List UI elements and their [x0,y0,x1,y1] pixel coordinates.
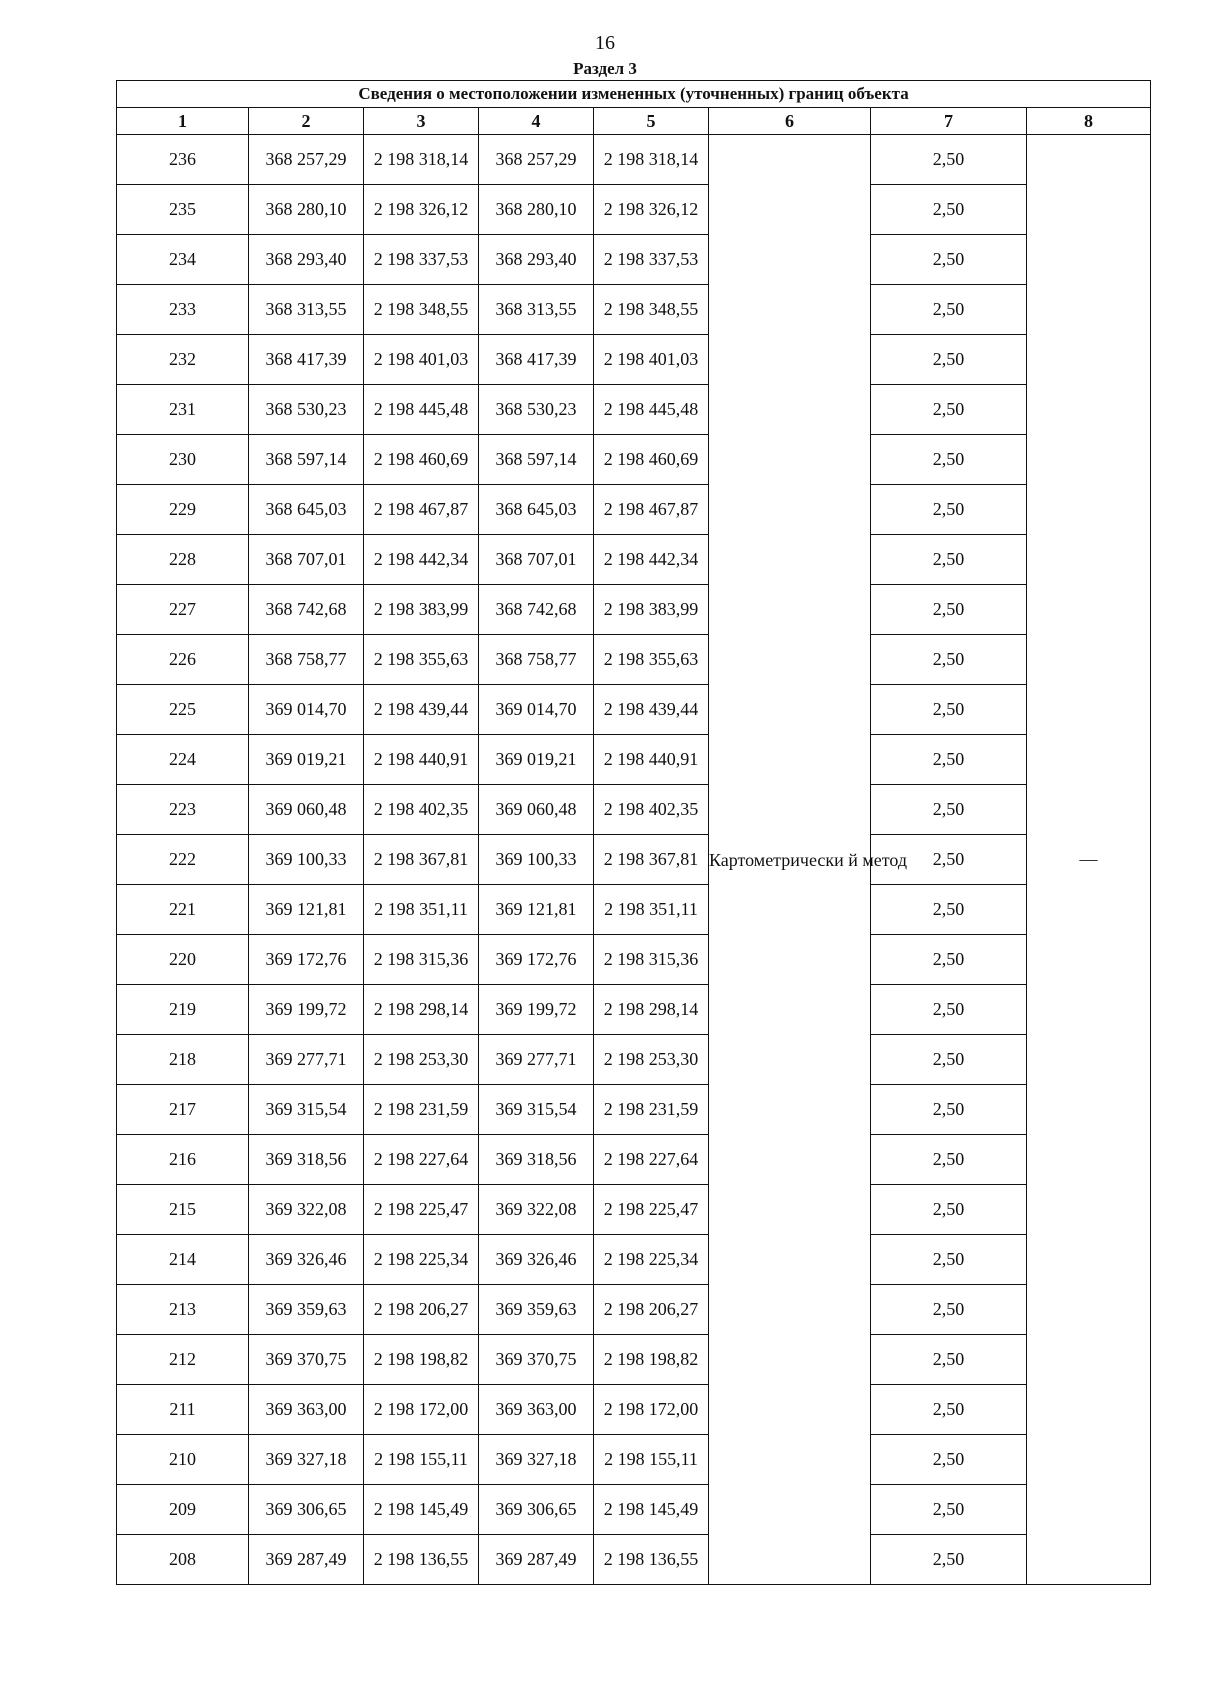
point-number: 210 [117,1435,249,1485]
existing-y: 2 198 383,99 [364,585,479,635]
existing-x: 369 100,33 [249,835,364,885]
point-number: 215 [117,1185,249,1235]
existing-x: 368 417,39 [249,335,364,385]
refined-x: 369 370,75 [479,1335,594,1385]
refined-x: 368 293,40 [479,235,594,285]
refined-x: 368 530,23 [479,385,594,435]
refined-y: 2 198 231,59 [594,1085,709,1135]
refined-x: 368 758,77 [479,635,594,685]
accuracy: 2,50 [871,835,1027,885]
accuracy: 2,50 [871,1135,1027,1185]
refined-y: 2 198 439,44 [594,685,709,735]
table-row [117,1085,1151,1135]
existing-x: 368 707,01 [249,535,364,585]
refined-y: 2 198 326,12 [594,185,709,235]
refined-y: 2 198 315,36 [594,935,709,985]
refined-x: 369 019,21 [479,735,594,785]
column-number-row [117,108,1151,135]
existing-y: 2 198 155,11 [364,1435,479,1485]
existing-y: 2 198 402,35 [364,785,479,835]
refined-x: 369 199,72 [479,985,594,1035]
refined-x: 369 014,70 [479,685,594,735]
refined-y: 2 198 442,34 [594,535,709,585]
existing-y: 2 198 351,11 [364,885,479,935]
existing-x: 368 645,03 [249,485,364,535]
refined-x: 369 322,08 [479,1185,594,1235]
table-row [117,785,1151,835]
table-row [117,185,1151,235]
refined-x: 368 257,29 [479,135,594,185]
refined-x: 369 359,63 [479,1285,594,1335]
existing-y: 2 198 206,27 [364,1285,479,1335]
point-number: 223 [117,785,249,835]
existing-x: 369 363,00 [249,1385,364,1435]
refined-y: 2 198 206,27 [594,1285,709,1335]
accuracy: 2,50 [871,1035,1027,1085]
refined-y: 2 198 402,35 [594,785,709,835]
table-row [117,935,1151,985]
accuracy: 2,50 [871,235,1027,285]
table-row [117,1285,1151,1335]
accuracy: 2,50 [871,985,1027,1035]
existing-y: 2 198 198,82 [364,1335,479,1385]
table-caption-row [117,81,1151,108]
refined-y: 2 198 136,55 [594,1535,709,1585]
accuracy: 2,50 [871,785,1027,835]
accuracy: 2,50 [871,1335,1027,1385]
point-number: 221 [117,885,249,935]
point-number: 234 [117,235,249,285]
refined-x: 369 287,49 [479,1535,594,1585]
existing-x: 368 257,29 [249,135,364,185]
existing-y: 2 198 348,55 [364,285,479,335]
point-number: 230 [117,435,249,485]
point-number: 233 [117,285,249,335]
column-number: 8 [1027,108,1151,135]
coordinates-table [116,80,1151,1585]
table-body [117,135,1151,1585]
column8-value: — [1027,135,1151,1585]
table-row [117,1385,1151,1435]
existing-y: 2 198 315,36 [364,935,479,985]
point-number: 208 [117,1535,249,1585]
refined-y: 2 198 145,49 [594,1485,709,1535]
point-number: 227 [117,585,249,635]
point-number: 231 [117,385,249,435]
existing-x: 369 277,71 [249,1035,364,1085]
existing-x: 369 287,49 [249,1535,364,1585]
column-number: 3 [364,108,479,135]
table-row [117,1435,1151,1485]
existing-y: 2 198 467,87 [364,485,479,535]
refined-x: 369 363,00 [479,1385,594,1435]
point-number: 214 [117,1235,249,1285]
column-number: 2 [249,108,364,135]
accuracy: 2,50 [871,485,1027,535]
point-number: 218 [117,1035,249,1085]
accuracy: 2,50 [871,1085,1027,1135]
refined-x: 368 597,14 [479,435,594,485]
point-number: 235 [117,185,249,235]
accuracy: 2,50 [871,185,1027,235]
existing-x: 369 060,48 [249,785,364,835]
point-number: 228 [117,535,249,585]
table-row [117,1235,1151,1285]
point-number: 211 [117,1385,249,1435]
table-row [117,1335,1151,1385]
existing-x: 368 758,77 [249,635,364,685]
accuracy: 2,50 [871,735,1027,785]
accuracy: 2,50 [871,1485,1027,1535]
point-number: 229 [117,485,249,535]
table-row [117,835,1151,885]
table-row [117,335,1151,385]
point-number: 225 [117,685,249,735]
table-row [117,735,1151,785]
refined-y: 2 198 467,87 [594,485,709,535]
existing-y: 2 198 460,69 [364,435,479,485]
refined-y: 2 198 460,69 [594,435,709,485]
point-number: 213 [117,1285,249,1335]
existing-y: 2 198 337,53 [364,235,479,285]
refined-x: 369 060,48 [479,785,594,835]
existing-x: 369 306,65 [249,1485,364,1535]
table-caption: Сведения о местоположении измененных (уточненных) границ объекта [117,81,1151,108]
refined-x: 369 172,76 [479,935,594,985]
existing-x: 369 121,81 [249,885,364,935]
existing-y: 2 198 355,63 [364,635,479,685]
accuracy: 2,50 [871,1535,1027,1585]
refined-x: 369 306,65 [479,1485,594,1535]
existing-x: 369 327,18 [249,1435,364,1485]
existing-x: 369 019,21 [249,735,364,785]
table-row [117,1535,1151,1585]
existing-y: 2 198 439,44 [364,685,479,735]
existing-y: 2 198 442,34 [364,535,479,585]
refined-x: 368 707,01 [479,535,594,585]
existing-x: 369 370,75 [249,1335,364,1385]
accuracy: 2,50 [871,335,1027,385]
existing-y: 2 198 225,47 [364,1185,479,1235]
refined-x: 369 100,33 [479,835,594,885]
existing-x: 368 530,23 [249,385,364,435]
table-row [117,385,1151,435]
accuracy: 2,50 [871,1435,1027,1485]
existing-x: 368 280,10 [249,185,364,235]
existing-x: 369 318,56 [249,1135,364,1185]
table-row [117,435,1151,485]
accuracy: 2,50 [871,935,1027,985]
point-number: 224 [117,735,249,785]
point-number: 232 [117,335,249,385]
refined-y: 2 198 348,55 [594,285,709,335]
point-number: 209 [117,1485,249,1535]
page-number: 16 [595,32,615,54]
refined-y: 2 198 318,14 [594,135,709,185]
column-number: 6 [709,108,871,135]
refined-x: 369 121,81 [479,885,594,935]
existing-x: 368 742,68 [249,585,364,635]
existing-x: 368 293,40 [249,235,364,285]
table-row [117,1485,1151,1535]
point-number: 216 [117,1135,249,1185]
accuracy: 2,50 [871,285,1027,335]
existing-y: 2 198 225,34 [364,1235,479,1285]
table-row [117,535,1151,585]
existing-y: 2 198 172,00 [364,1385,479,1435]
section-title: Раздел 3 [573,59,637,78]
refined-y: 2 198 298,14 [594,985,709,1035]
refined-y: 2 198 198,82 [594,1335,709,1385]
refined-x: 368 645,03 [479,485,594,535]
existing-y: 2 198 136,55 [364,1535,479,1585]
table-row [117,585,1151,635]
refined-x: 368 313,55 [479,285,594,335]
table-row [117,285,1151,335]
existing-y: 2 198 298,14 [364,985,479,1035]
point-number: 226 [117,635,249,685]
refined-y: 2 198 383,99 [594,585,709,635]
refined-y: 2 198 401,03 [594,335,709,385]
existing-y: 2 198 145,49 [364,1485,479,1535]
refined-y: 2 198 253,30 [594,1035,709,1085]
refined-y: 2 198 225,34 [594,1235,709,1285]
refined-y: 2 198 227,64 [594,1135,709,1185]
accuracy: 2,50 [871,1385,1027,1435]
existing-y: 2 198 445,48 [364,385,479,435]
accuracy: 2,50 [871,1235,1027,1285]
existing-x: 369 326,46 [249,1235,364,1285]
accuracy: 2,50 [871,135,1027,185]
table-row [117,885,1151,935]
existing-x: 369 172,76 [249,935,364,985]
point-number: 236 [117,135,249,185]
existing-x: 369 359,63 [249,1285,364,1335]
refined-x: 369 318,56 [479,1135,594,1185]
table-row [117,235,1151,285]
table-row [117,1185,1151,1235]
refined-y: 2 198 445,48 [594,385,709,435]
refined-y: 2 198 367,81 [594,835,709,885]
accuracy: 2,50 [871,1185,1027,1235]
accuracy: 2,50 [871,385,1027,435]
table-row [117,1035,1151,1085]
method-cell: Картометрически й метод [709,135,871,1585]
existing-y: 2 198 367,81 [364,835,479,885]
point-number: 212 [117,1335,249,1385]
column-number: 4 [479,108,594,135]
existing-x: 368 313,55 [249,285,364,335]
refined-y: 2 198 355,63 [594,635,709,685]
accuracy: 2,50 [871,885,1027,935]
accuracy: 2,50 [871,535,1027,585]
table-row [117,1135,1151,1185]
existing-y: 2 198 318,14 [364,135,479,185]
accuracy: 2,50 [871,1285,1027,1335]
refined-x: 369 327,18 [479,1435,594,1485]
existing-y: 2 198 231,59 [364,1085,479,1135]
existing-x: 369 322,08 [249,1185,364,1235]
existing-x: 368 597,14 [249,435,364,485]
table-row [117,685,1151,735]
existing-x: 369 199,72 [249,985,364,1035]
accuracy: 2,50 [871,435,1027,485]
point-number: 217 [117,1085,249,1135]
column-number: 1 [117,108,249,135]
existing-y: 2 198 253,30 [364,1035,479,1085]
refined-y: 2 198 351,11 [594,885,709,935]
refined-x: 369 315,54 [479,1085,594,1135]
table-row [117,135,1151,185]
existing-y: 2 198 440,91 [364,735,479,785]
table-row [117,485,1151,535]
refined-x: 368 280,10 [479,185,594,235]
column-number: 5 [594,108,709,135]
table-row [117,985,1151,1035]
refined-y: 2 198 225,47 [594,1185,709,1235]
existing-y: 2 198 326,12 [364,185,479,235]
accuracy: 2,50 [871,585,1027,635]
refined-x: 369 277,71 [479,1035,594,1085]
refined-x: 368 742,68 [479,585,594,635]
refined-x: 369 326,46 [479,1235,594,1285]
refined-y: 2 198 155,11 [594,1435,709,1485]
existing-y: 2 198 227,64 [364,1135,479,1185]
refined-x: 368 417,39 [479,335,594,385]
refined-y: 2 198 337,53 [594,235,709,285]
accuracy: 2,50 [871,635,1027,685]
column-number: 7 [871,108,1027,135]
accuracy: 2,50 [871,685,1027,735]
refined-y: 2 198 440,91 [594,735,709,785]
point-number: 222 [117,835,249,885]
point-number: 220 [117,935,249,985]
table-row [117,635,1151,685]
existing-x: 369 014,70 [249,685,364,735]
existing-x: 369 315,54 [249,1085,364,1135]
existing-y: 2 198 401,03 [364,335,479,385]
refined-y: 2 198 172,00 [594,1385,709,1435]
point-number: 219 [117,985,249,1035]
